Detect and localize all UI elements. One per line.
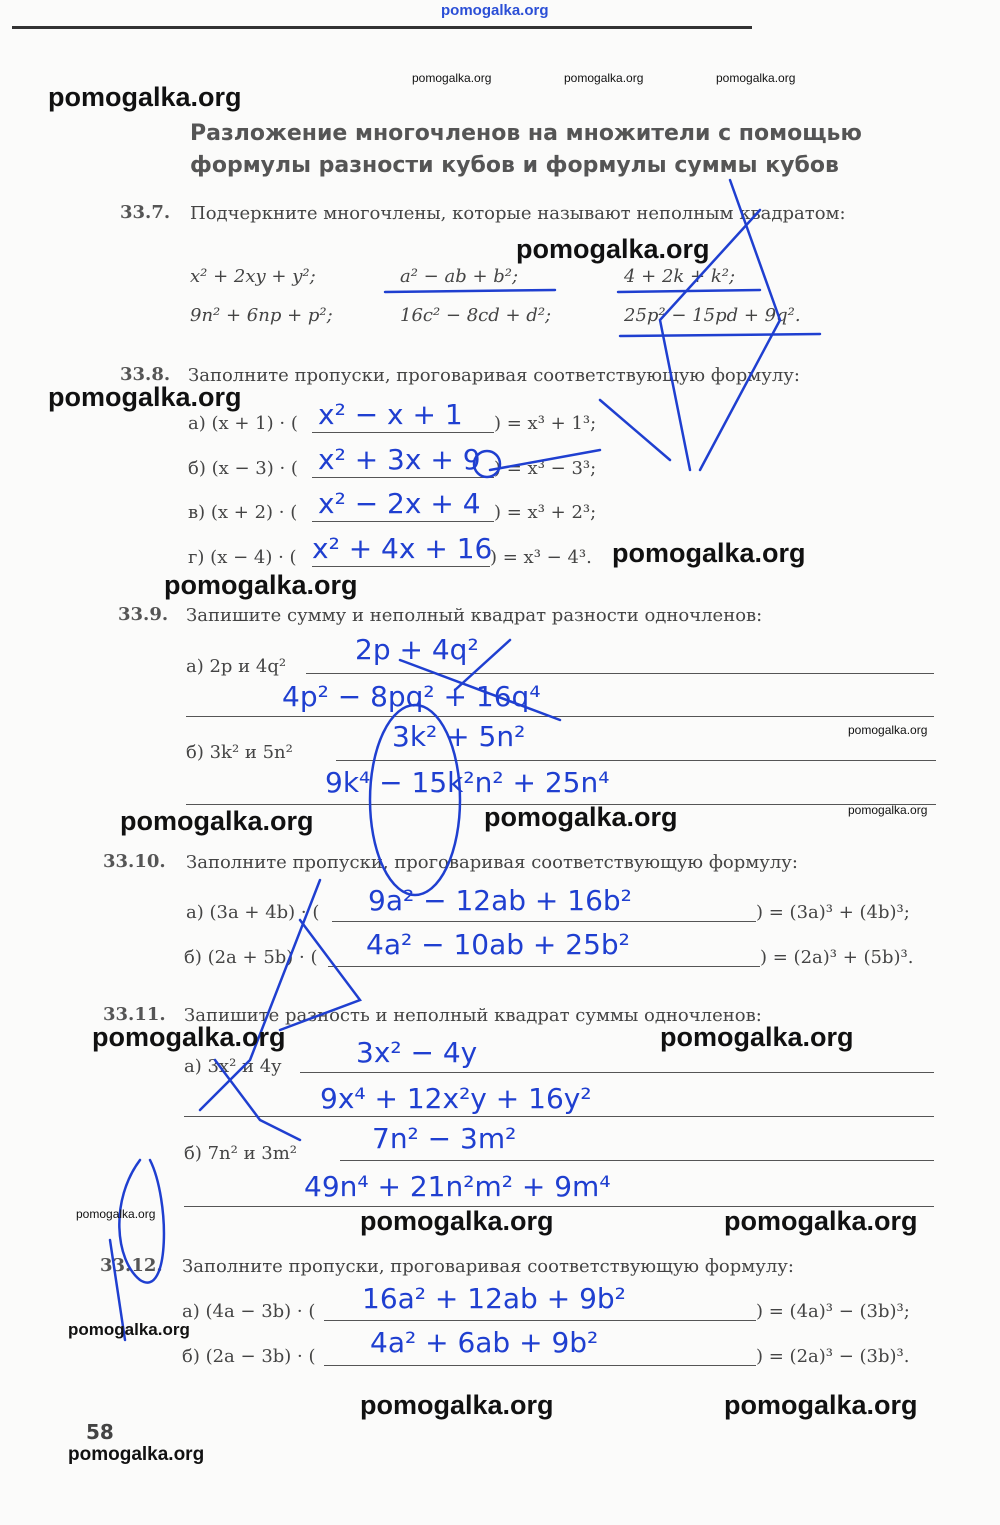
fill-row-right: ) = (3a)³ + (4b)³;	[756, 902, 910, 923]
fill-row-right: ) = (4a)³ − (3b)³;	[756, 1301, 910, 1322]
fill-row-right: ) = (2a)³ + (5b)³.	[760, 947, 914, 968]
watermark: pomogalka.org	[120, 806, 314, 836]
scribble-stroke	[200, 880, 320, 1110]
handwritten-answer: 4a² + 6ab + 9b²	[370, 1326, 599, 1359]
exercise-text: Заполните пропуски, проговаривая соответствующую формулу:	[188, 365, 800, 386]
watermark-small: pomogalka.org	[848, 723, 928, 737]
scribble-stroke	[215, 1060, 300, 1140]
watermark: pomogalka.org	[360, 1390, 554, 1420]
watermark-top: pomogalka.org	[441, 2, 549, 19]
fill-row-left: а) (x + 1) · (	[188, 413, 298, 434]
watermark-small: pomogalka.org	[564, 71, 644, 85]
handwritten-answer: 9x⁴ + 12x²y + 16y²	[320, 1082, 592, 1115]
handwritten-answer: 16a² + 12ab + 9b²	[362, 1282, 626, 1315]
watermark-small: pomogalka.org	[68, 1320, 190, 1339]
exercise-text: Заполните пропуски, проговаривая соответствующую формулу:	[186, 852, 798, 873]
watermark: pomogalka.org	[724, 1390, 918, 1420]
watermark: pomogalka.org	[164, 570, 358, 600]
scribble-stroke	[119, 1160, 164, 1283]
exercise-number: 33.12.	[100, 1255, 163, 1276]
exercise-text: Подчеркните многочлены, которые называют неполным квадратом:	[190, 203, 846, 224]
watermark: pomogalka.org	[484, 802, 678, 832]
watermark: pomogalka.org	[612, 538, 806, 568]
watermark: pomogalka.org	[724, 1206, 918, 1236]
handwritten-answer: 7n² − 3m²	[372, 1122, 517, 1155]
underline-stroke	[618, 290, 760, 292]
exercise-number: 33.7.	[120, 202, 171, 223]
fill-row-left: в) (x + 2) · (	[188, 502, 298, 523]
sub-label: б) 7n² и 3m²	[184, 1143, 298, 1164]
watermark: pomogalka.org	[660, 1022, 854, 1052]
watermark: pomogalka.org	[516, 234, 710, 264]
fill-row-right: ) = x³ − 3³;	[494, 458, 597, 479]
fill-row-left: а) (4a − 3b) · (	[182, 1301, 316, 1322]
handwritten-answer: 9k⁴ − 15k²n² + 25n⁴	[325, 766, 610, 799]
exercise-text: Запишите сумму и неполный квадрат разности одночленов:	[186, 605, 763, 626]
watermark: pomogalka.org	[48, 82, 242, 112]
sub-label: а) 3x² и 4y	[184, 1056, 282, 1077]
scribble-stroke	[280, 920, 360, 1030]
scribble-stroke	[600, 400, 670, 460]
handwritten-answer: 2p + 4q²	[355, 633, 479, 666]
fill-row-left: б) (2a + 5b) · (	[184, 947, 318, 968]
handwritten-answer: x² + 3x + 9	[318, 443, 481, 476]
underline-stroke	[620, 334, 820, 336]
watermark: pomogalka.org	[48, 382, 242, 412]
fill-row-left: б) (x − 3) · (	[188, 458, 298, 479]
handwritten-answer: 3x² − 4y	[356, 1036, 478, 1069]
fill-row-right: ) = x³ − 4³.	[490, 547, 592, 568]
fill-row-right: ) = x³ + 2³;	[494, 502, 597, 523]
polynomial: 25p² − 15pd + 9q².	[624, 305, 801, 326]
scribble-stroke	[455, 640, 510, 690]
polynomial: 16c² − 8cd + d²;	[400, 305, 552, 326]
scribble-stroke	[490, 450, 600, 470]
watermark-small: pomogalka.org	[412, 71, 492, 85]
handwritten-answer: 4a² − 10ab + 25b²	[366, 928, 630, 961]
page-number: 58	[86, 1420, 114, 1444]
exercise-text: Запишите разность и неполный квадрат суммы одночленов:	[184, 1005, 762, 1026]
scribble-stroke	[474, 451, 500, 477]
fill-row-right: ) = (2a)³ − (3b)³.	[756, 1346, 910, 1367]
fill-row-left: а) (3a + 4b) · (	[186, 902, 320, 923]
watermark-small: pomogalka.org	[848, 803, 928, 817]
underline-stroke	[385, 290, 555, 292]
polynomial: x² + 2xy + y²;	[190, 266, 316, 287]
watermark-small: pomogalka.org	[76, 1207, 156, 1221]
section-title: Разложение многочленов на множители с помощью формулы разности кубов и формулы суммы кубов	[190, 121, 862, 178]
polynomial: a² − ab + b²;	[400, 266, 519, 287]
watermark-small: pomogalka.org	[716, 71, 796, 85]
exercise-number: 33.11.	[103, 1004, 166, 1025]
handwritten-answer: x² + 4x + 16	[312, 532, 493, 565]
fill-row-left: г) (x − 4) · (	[188, 547, 297, 568]
handwritten-answer: 9a² − 12ab + 16b²	[368, 884, 632, 917]
polynomial: 4 + 2k + k²;	[624, 266, 736, 287]
exercise-number: 33.9.	[118, 604, 169, 625]
sub-label: а) 2p и 4q²	[186, 656, 287, 677]
sub-label: б) 3k² и 5n²	[186, 742, 293, 763]
watermark: pomogalka.org	[360, 1206, 554, 1236]
exercise-number: 33.8.	[120, 364, 171, 385]
fill-row-right: ) = x³ + 1³;	[494, 413, 597, 434]
handwritten-answer: x² − 2x + 4	[318, 487, 481, 520]
scribble-stroke	[400, 660, 560, 720]
scribble-stroke	[700, 180, 780, 470]
handwritten-answer: x² − x + 1	[318, 398, 463, 431]
exercise-text: Заполните пропуски, проговаривая соответствующую формулу:	[182, 1256, 794, 1277]
handwritten-answer: 49n⁴ + 21n²m² + 9m⁴	[304, 1170, 611, 1203]
handwritten-answer: 4p² − 8pq² + 16q⁴	[282, 680, 541, 713]
polynomial: 9n² + 6np + p²;	[190, 305, 333, 326]
watermark: pomogalka.org	[92, 1022, 286, 1052]
fill-row-left: б) (2a − 3b) · (	[182, 1346, 316, 1367]
watermark: pomogalka.org	[68, 1444, 205, 1465]
scribble-stroke	[370, 705, 460, 895]
handwritten-answer: 3k² + 5n²	[392, 720, 526, 753]
exercise-number: 33.10.	[103, 851, 166, 872]
